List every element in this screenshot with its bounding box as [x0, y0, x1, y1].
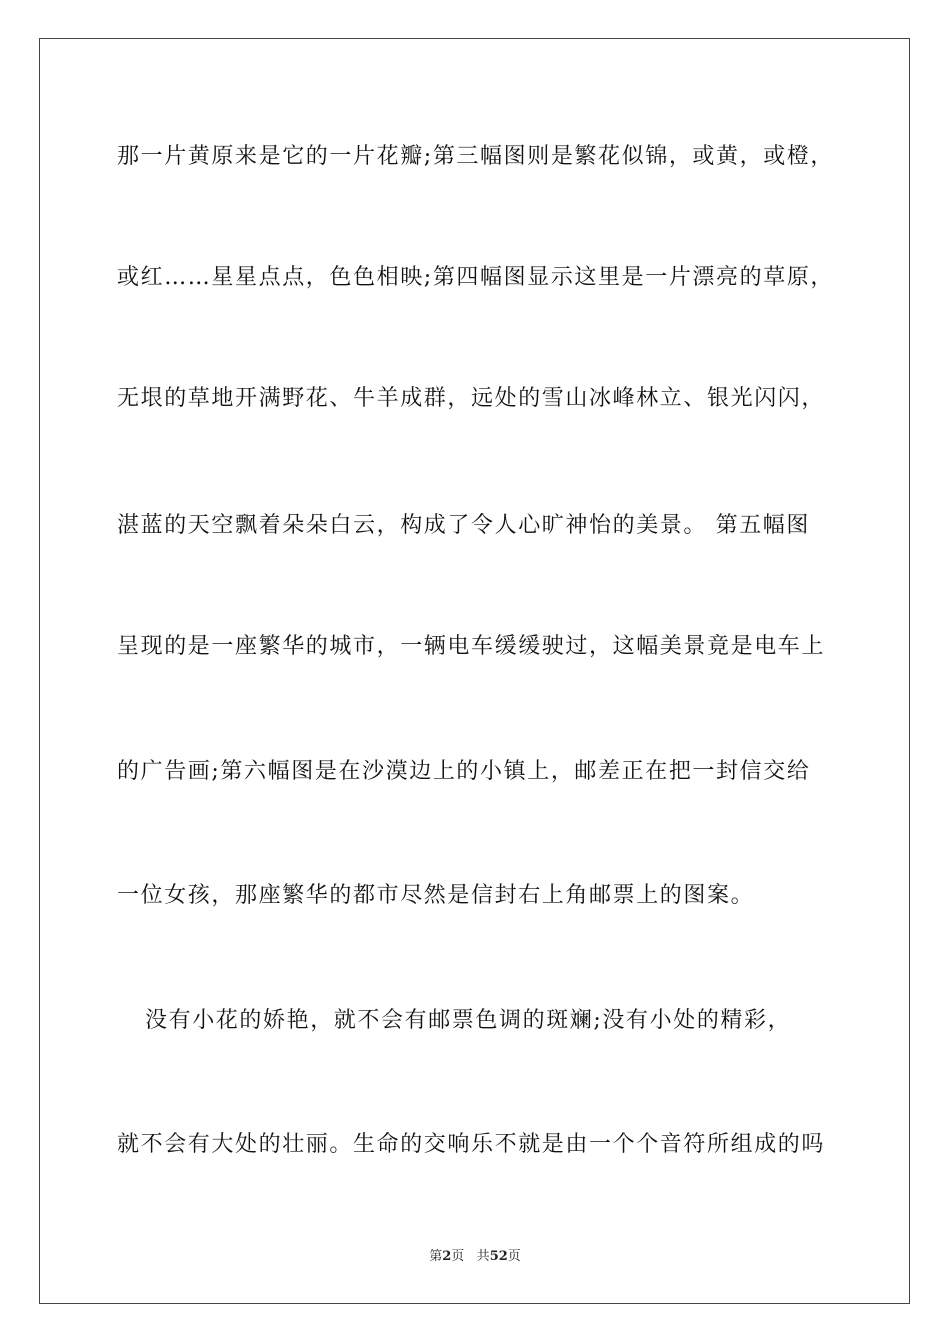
text-line-4: 湛蓝的天空飘着朵朵白云，构成了令人心旷神怡的美景。 第五幅图	[117, 513, 810, 538]
text-line-1: 那一片黄原来是它的一片花瓣;第三幅图则是繁花似锦，或黄，或橙，	[117, 144, 835, 169]
page-footer	[0, 1248, 950, 1266]
footer-total-prefix: 共	[476, 1249, 490, 1264]
footer-page-suffix: 页	[451, 1249, 465, 1264]
text-line-3: 无垠的草地开满野花、牛羊成群，远处的雪山冰峰林立、银光闪闪，	[117, 386, 826, 411]
footer-page-number: 2	[442, 1249, 452, 1264]
text-line-2: 或红……星星点点，色色相映;第四幅图显示这里是一片漂亮的草原，	[117, 265, 835, 290]
footer-page-prefix: 第	[429, 1249, 443, 1264]
footer-total-pages: 52	[489, 1249, 508, 1264]
text-line-8: 没有小花的娇艳，就不会有邮票色调的斑斓;没有小处的精彩，	[145, 1008, 792, 1033]
page-border	[39, 38, 910, 1304]
footer-total-suffix: 页	[507, 1249, 521, 1264]
text-line-5: 呈现的是一座繁华的城市，一辆电车缓缓驶过，这幅美景竟是电车上	[117, 634, 826, 659]
text-line-7: 一位女孩，那座繁华的都市尽然是信封右上角邮票上的图案。	[117, 883, 755, 908]
text-line-9: 就不会有大处的壮丽。生命的交响乐不就是由一个个音符所组成的吗	[117, 1132, 826, 1157]
text-line-6: 的广告画;第六幅图是在沙漠边上的小镇上，邮差正在把一封信交给	[117, 759, 811, 784]
